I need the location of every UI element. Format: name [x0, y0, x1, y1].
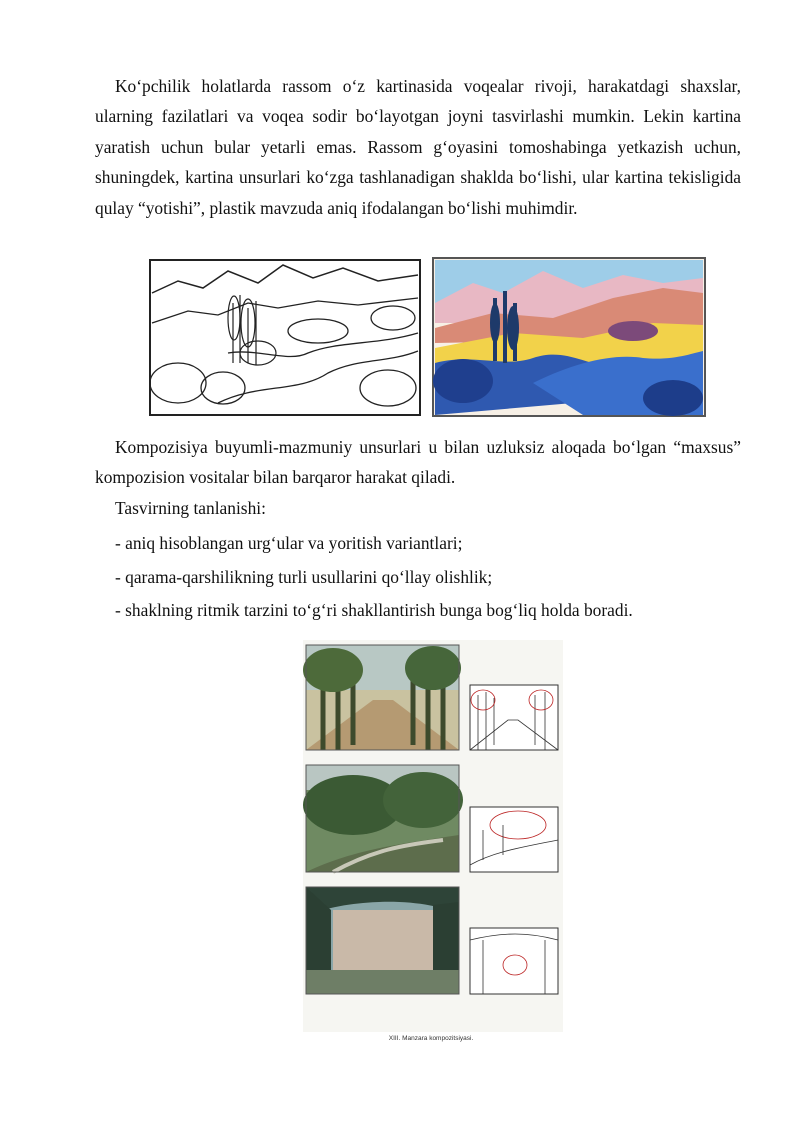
paragraph-2: Kompozisiya buyumli-mazmuniy unsurlari u bilan uzluksiz aloqada bo‘lgan “maxsus” kompozision vositalar bilan barqaror harakat qiladi.: [95, 437, 741, 488]
figure-caption: XIII. Manzara kompozitsiyasi.: [388, 1035, 474, 1042]
sketch-panel: [150, 260, 420, 415]
paragraph-1: Ko‘pchilik holatlarda rassom o‘z kartinasida voqealar rivoji, harakatdagi shaxslar, ularning fazilatlari va voqea sodir bo‘layotgan joyni tasvirlashi mumkin. Lekin kartina yaratish uchun bular yetarli emas. Rassom g‘oyasini tomoshabinga yetkazish uchun, shuningdek, kartina unsurlari ko‘zga tashlanadigan shaklda bo‘lishi, ular kartina tekisligida qulay “yotishi”, plastik mavzuda aniq ifodalangan bo‘lishi muhimdir.: [95, 76, 741, 218]
list-item: - qarama-qarshilikning turli usullarini qo‘llay olishlik;: [115, 567, 493, 587]
list-intro: Tasvirning tanlanishi:: [115, 498, 266, 518]
sketch-2: [470, 807, 558, 872]
painting-1: [303, 645, 461, 750]
sketch-1: [470, 685, 558, 750]
list-item: - shaklning ritmik tarzini to‘g‘ri shakllantirish bunga bog‘liq holda boradi.: [115, 600, 633, 620]
color-panel: [433, 258, 705, 416]
figure-landscape-composition: [303, 640, 563, 1032]
painting-3: [306, 887, 459, 994]
list-item: - aniq hisoblangan urg‘ular va yoritish variantlari;: [115, 533, 463, 553]
painting-2: [303, 765, 463, 872]
sketch-3: [470, 928, 558, 994]
figure-landscape-sketch-and-color: [148, 253, 708, 419]
